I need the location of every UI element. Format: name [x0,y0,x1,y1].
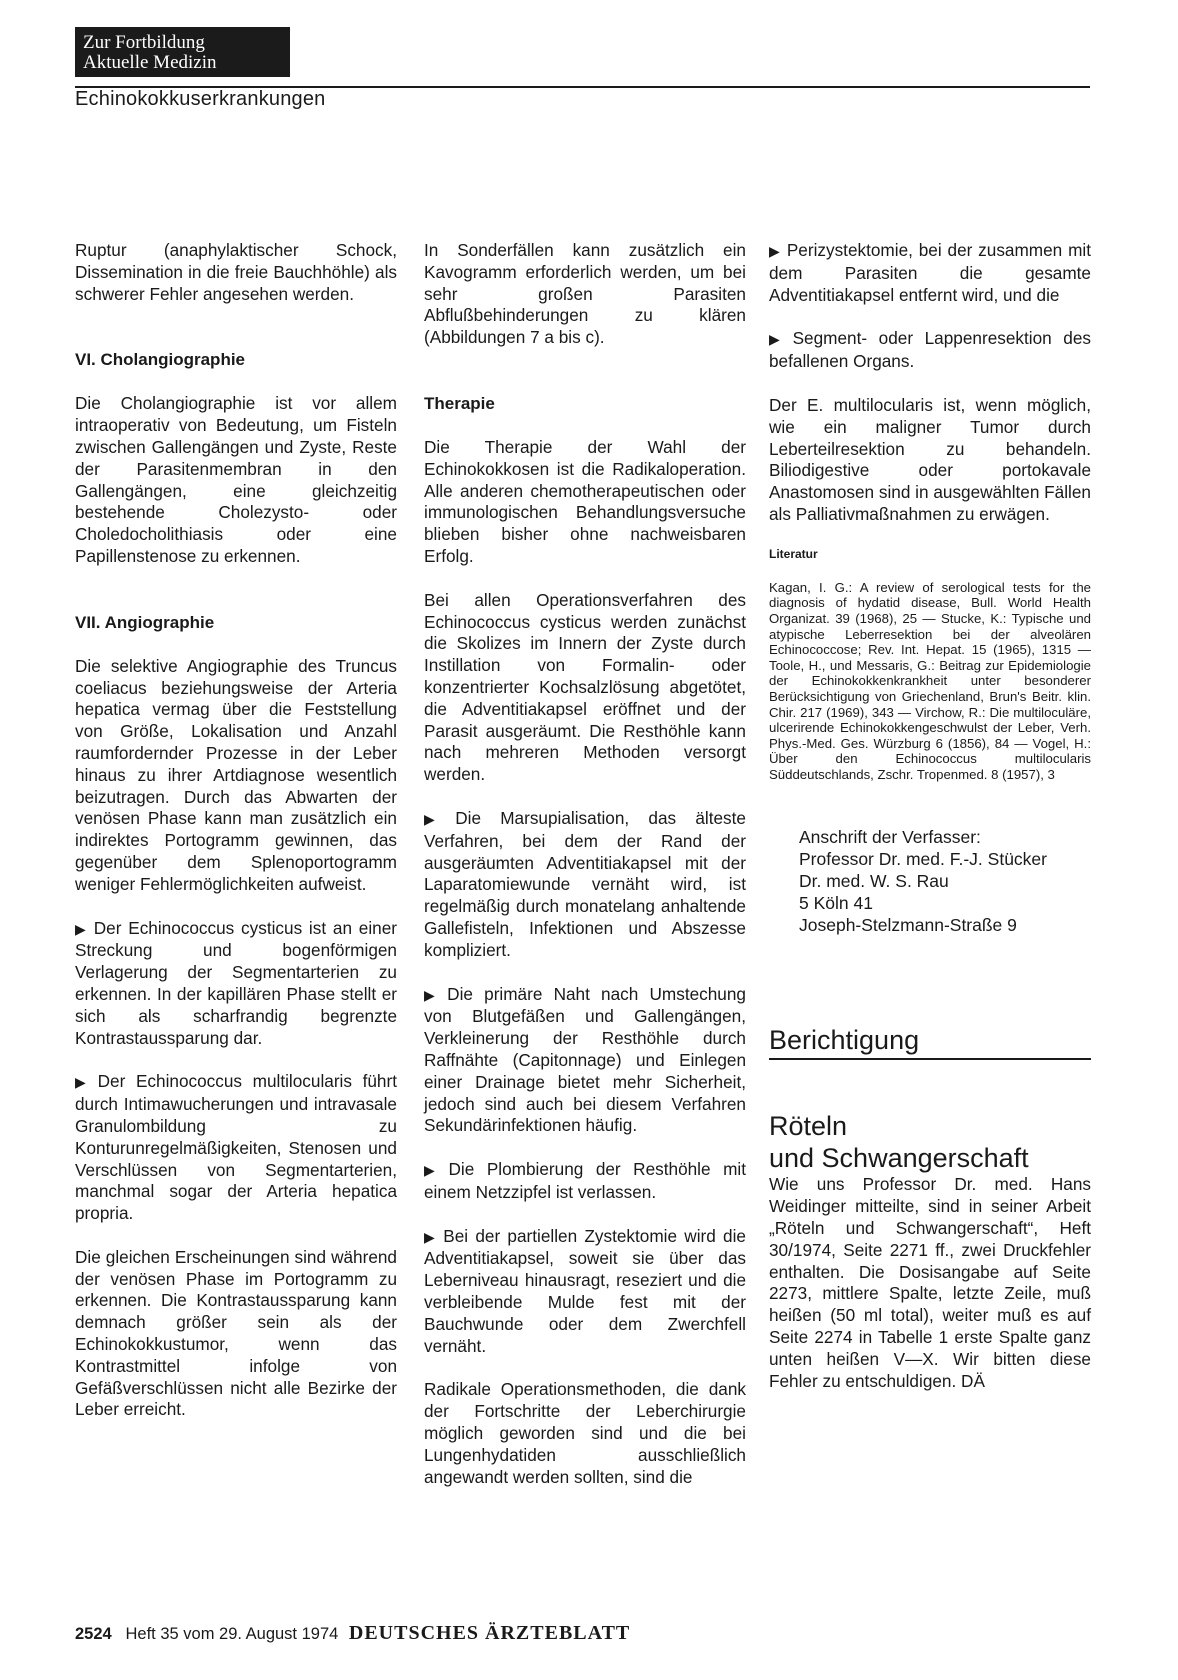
page-footer [75,1622,630,1645]
paragraph: Die gleichen Erscheinungen sind während der venösen Phase im Portogramm zu erkennen. Die Kontrastaussparung kann demnach größer sein als der Echinokokkustumor, wenn das Kontrastmittel infolge von Gefäßverschlüssen nicht alle Bezirke der Leber erreicht. [75,1246,397,1420]
badge-line-1: Zur Fortbildung [83,32,205,53]
berichtigung-heading: Berichtigung [769,1024,1091,1060]
address-line: Dr. med. W. S. Rau [799,871,949,892]
paragraph: Bei allen Operationsverfahren des Echinococcus cysticus werden zunächst die Skolizes im Innern der Zyste durch Instillation von Formalin- oder konzentrierter Kochsalzlösung abgetötet, die Adventitiakapsel eröffnet und der Parasit ausgeräumt. Die Resthöhle kann nach mehreren Methoden versorgt werden. [424,589,746,785]
triangle-bullet-icon: ▶ [769,331,787,348]
article-title-line: Röteln [769,1111,848,1142]
paragraph: In Sonderfällen kann zusätzlich ein Kavogramm erforderlich werden, um bei sehr großen Parasiten Abflußbehinderungen zu klären (Abbildungen 7 a bis c). [424,240,746,348]
address-line: Joseph-Stelzmann-Straße 9 [799,915,1017,936]
heading-angiographie: VII. Angiographie [75,612,215,632]
triangle-bullet-icon: ▶ [75,1074,92,1091]
bullet-paragraph: ▶ Die Marsupialisation, das älteste Verfahren, bei dem der Rand der ausgeräumten Adventitiakapsel mit der Laparatomiewunde vernäht wird, ist regelmäßig durch monatelang anhaltende Gallefisteln, Infektionen und Abszesse kompliziert. [424,807,746,960]
triangle-bullet-icon: ▶ [424,1228,438,1245]
triangle-bullet-icon: ▶ [424,986,442,1003]
triangle-bullet-icon: ▶ [75,920,88,937]
paragraph: Die selektive Angiographie des Truncus coeliacus beziehungsweise der Arteria hepatica vermag über die Feststellung von Größe, Lokalisation und Anzahl raumfordernder Prozesse in der Leber hinaus zu ihrer Artdiagnose wesentlich beizutragen. Durch das Abwarten der venösen Phase kann man zusätzlich ein indirektes Portogramm gewinnen, das gegenüber dem Splenoportogramm weniger Fehlermöglichkeiten aufweist. [75,655,397,894]
author-address [769,826,1091,936]
bullet-paragraph: ▶ Der Echinococcus multilocularis führt durch Intimawucherungen und intravasale Granulombildung zu Konturunregelmäßigkeiten, Stenosen und Verschlüssen von Segmentarterien, manchmal sogar der Arteria hepatica propria. [75,1071,397,1224]
literature-heading: Literatur [769,546,818,561]
column-2 [424,240,746,1488]
correction-notice: Wie uns Professor Dr. med. Hans Weidinger mitteilte, sind in seiner Arbeit „Röteln und Schwangerschaft“, Heft 30/1974, Seite 2271 ff., zwei Druckfehler enthalten. Die Dosisangabe auf Seite 2273, mittlere Spalte, letzte Zeile, muß heißen (50 ml total), weiter muß es auf Seite 2274 in Tabelle 1 erste Spalte ganz unten heißen V—X. Wir bitten diese Fehler zu entschuldigen. DÄ [769,1174,1091,1391]
triangle-bullet-icon: ▶ [424,1162,443,1179]
paragraph: Die Cholangiographie ist vor allem intraoperativ von Bedeutung, um Fisteln zwischen Gallengängen und Zyste, Reste der Parasitenmembran in den Gallengängen, eine gleichzeitig bestehende Cholezysto- oder Choledocholithiasis oder eine Papillenstenose zu erkennen. [75,393,397,566]
bullet-paragraph: ▶ Bei der partiellen Zystektomie wird die Adventitiakapsel, soweit sie über das Leberniveau hinausragt, reseziert und die verbleibende Mulde fest mit der Bauchwunde oder dem Zwerchfell vernäht. [424,1225,746,1356]
address-line: Anschrift der Verfasser: [799,827,981,848]
address-line: 5 Köln 41 [799,893,873,914]
bullet-paragraph: ▶ Segment- oder Lappenresektion des befallenen Organs. [769,328,1091,372]
badge-line-2: Aktuelle Medizin [83,52,217,73]
page-number: 2524 [75,1625,112,1643]
section-title: Echinokokkuserkrankungen [75,88,326,110]
bullet-paragraph: ▶ Die Plombierung der Resthöhle mit einem Netzzipfel ist verlassen. [424,1159,746,1202]
heading-therapie: Therapie [424,393,495,413]
literature-list: Kagan, I. G.: A review of serological tests for the diagnosis of hydatid disease, Bull. World Health Organizat. 39 (1968), 25 — Stucke, K.: Typische und atypische Leberresektion bei der alveolären Echinococcose; Rev. Int. Hepat. 15 (1965), 1315 — Toole, H., und Messaris, G.: Beitrag zur Epidemiologie der Echinokokkenkrankheit unter besonderer Berücksichtigung von Griechenland, Brun's Beitr. klin. Chir. 217 (1969), 343 — Virchow, R.: Die multiloculäre, ulcerirende Echinokokkengeschwulst der Leber, Verh. Phys.-Med. Ges. Würzburg 6 (1856), 84 — Vogel, H.: Über den Echinococcus multilocularis Süddeutschlands, Zschr. Tropenmed. 8 (1957), 3 [769,579,1091,782]
article-title [769,1110,1091,1174]
article-title-line: und Schwangerschaft [769,1143,1029,1174]
paragraph: Radikale Operationsmethoden, die dank der Fortschritte der Leberchirurgie möglich geworden sind und die bei Lungenhydatiden ausschließlich angewandt werden sollten, sind die [424,1379,746,1487]
address-line: Professor Dr. med. F.-J. Stücker [799,849,1047,870]
paragraph: Die Therapie der Wahl der Echinokokkosen ist die Radikaloperation. Alle anderen chemotherapeutischen oder immunologischen Behandlungsversuche blieben bisher ohne nachweisbaren Erfolg. [424,436,746,566]
section-badge [75,27,290,77]
magazine-name: DEUTSCHES ÄRZTEBLATT [348,1622,631,1644]
column-1 [75,240,397,1421]
triangle-bullet-icon: ▶ [424,810,450,827]
column-3 [769,240,1091,1392]
bullet-paragraph: ▶ Perizystektomie, bei der zusammen mit dem Parasiten die gesamte Adventitiakapsel entfernt wird, und die [769,240,1091,305]
heading-cholangiographie: VI. Cholangiographie [75,350,246,370]
bullet-paragraph: ▶ Die primäre Naht nach Umstechung von Blutgefäßen und Gallengängen, Verkleinerung der Resthöhle durch Raffnähte (Capitonnage) und Einlegen einer Drainage bietet mehr Sicherheit, jedoch sind auch bei diesem Verfahren Sekundärinfektionen häufig. [424,983,746,1136]
triangle-bullet-icon: ▶ [769,243,781,259]
bullet-paragraph: ▶ Der Echinococcus cysticus ist an einer Streckung und bogenförmigen Verlagerung der Segmentarterien zu erkennen. In der kapillären Phase stellt er sich als scharfrandig begrenzte Kontrastaussparung dar. [75,917,397,1048]
issue-info: Heft 35 vom 29. August 1974 [125,1625,339,1643]
paragraph: Der E. multilocularis ist, wenn möglich, wie ein maligner Tumor durch Leberteilresektion zu behandeln. Biliodigestive oder portokavale Anastomosen sind in ausgewählten Fällen als Palliativmaßnahmen zu erwägen. [769,394,1091,524]
paragraph: Ruptur (anaphylaktischer Schock, Dissemination in die freie Bauchhöhle) als schwerer Fehler angesehen werden. [75,240,397,304]
